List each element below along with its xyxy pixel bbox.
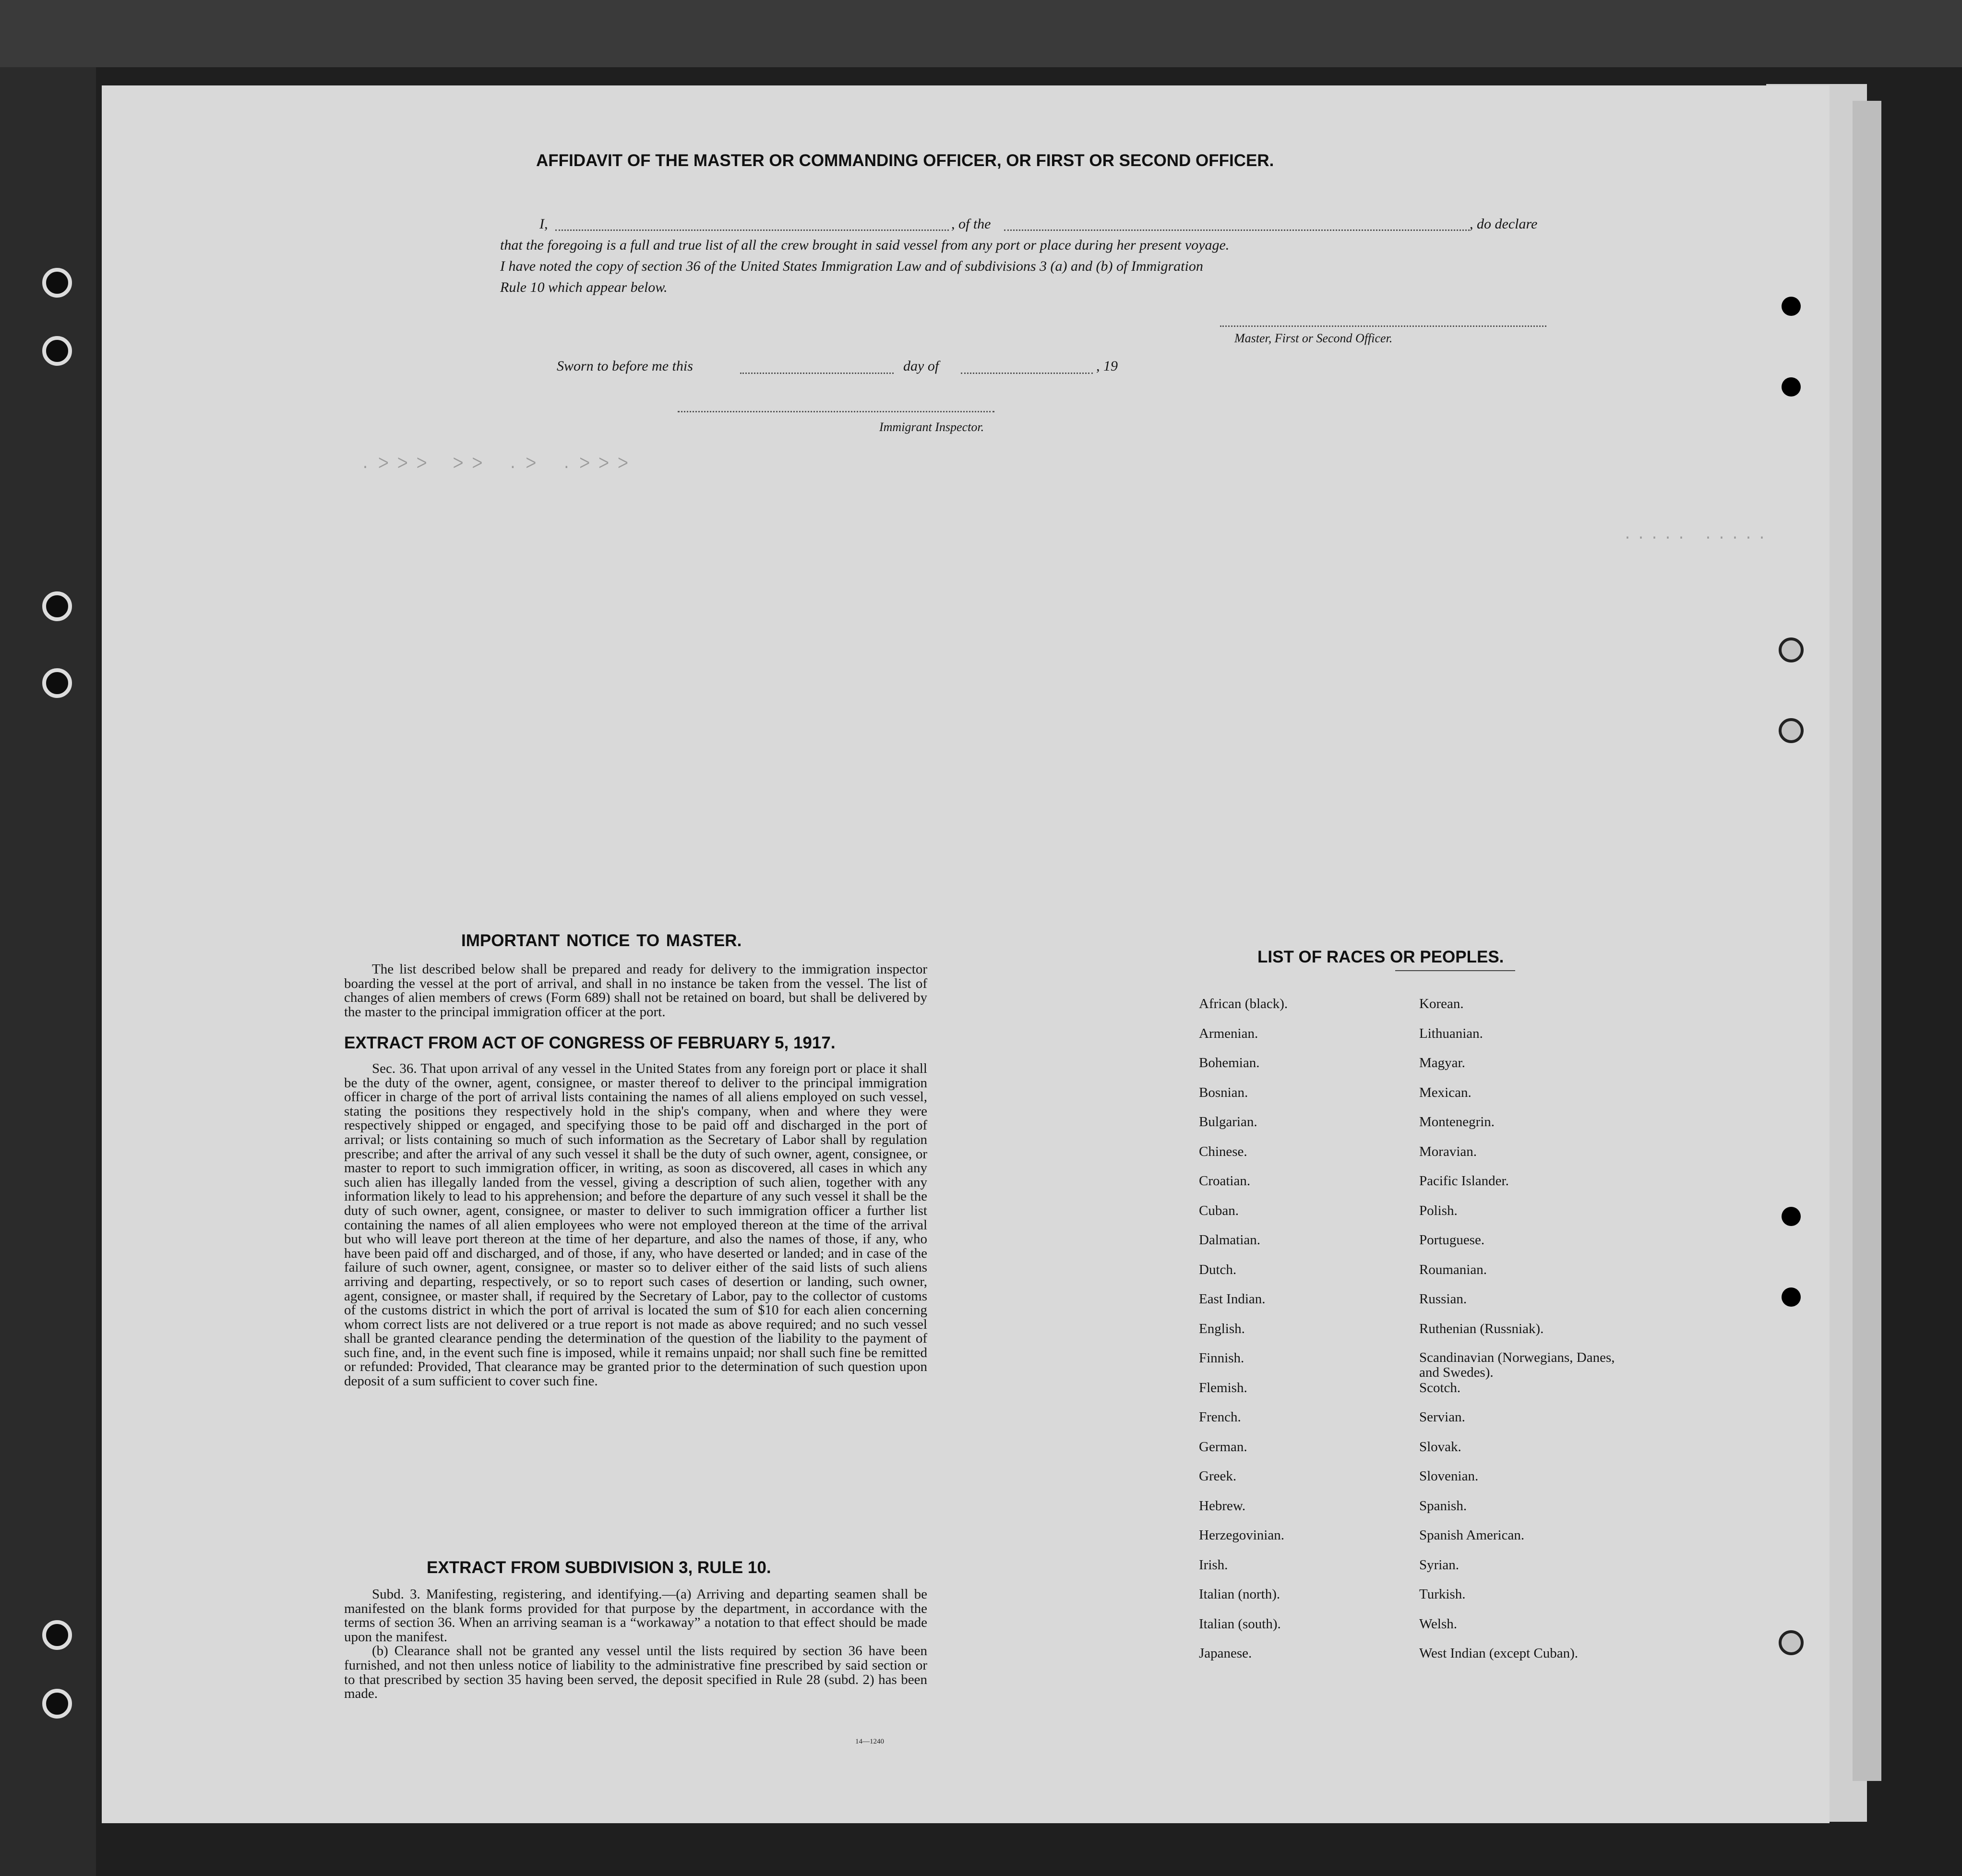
extract-rule-title: EXTRACT FROM SUBDIVISION 3, RULE 10.: [427, 1558, 771, 1577]
race-item: Pacific Islander.: [1419, 1173, 1509, 1189]
sworn-month-blank: [961, 373, 1093, 374]
extract-act-text: Sec. 36. That upon arrival of any vessel in the United States from any foreign port or place it shall be the duty of the owner, agent, consignee, or master thereof to deliver to the principal immigration officer in charge of the port of arrival lists containing the names of all aliens employed on such vessel, stating the positions they respectively hold in the ship's company, when and where they were respectively shipped or engaged, and specifying those to be paid off and discharged in the port of arrival; or lists containing so much of such information as the Secretary of Labor shall by regulation prescribe; and after the arrival of any such vessel it shall be the duty of such owner, agent, consignee, or master to report to such immigration officer, in writing, as soon as discovered, all cases in which any such alien has illegally landed from the vessel, giving a description of such alien, together with any information likely to lead to his apprehension; and before the departure of any such vessel it shall be the duty of such owner, agent, consignee, or master to deliver to such immigration officer a further list containing the names of all alien employees who were not employed thereon at the time of the arrival but who will leave port thereon at the time of her departure, and also the names of those, if any, who have been paid off and discharged, and of those, if any, who have deserted or landed; and in case of the failure of such owner, agent, consignee, or master so to deliver either of the said lists of such aliens arriving and departing, respectively, or so to report such cases of desertion or landing, such owner, agent, consignee, or master shall, if required by the Secretary of Labor, pay to the collector of customs of the customs district in which the port of arrival is located the sum of $10 for each alien concerning whom correct lists are not delivered or a true report is not made as above required; and no such vessel shall be granted clearance pending the determination of the question of the liability to the payment of such fine, and, in the event such fine is imposed, while it remains unpaid; nor shall such fine be remitted or refunded: Provided, That clearance may be granted prior to the determination of such question upon deposit of a sum sufficient to cover such fine.: [344, 1061, 927, 1389]
race-item: Dalmatian.: [1199, 1232, 1261, 1248]
day-of-label: day of: [903, 358, 939, 374]
race-item: Korean.: [1419, 996, 1464, 1011]
race-item: Chinese.: [1199, 1143, 1247, 1159]
race-item: Turkish.: [1419, 1587, 1466, 1602]
race-item: Cuban.: [1199, 1203, 1239, 1218]
race-item: Hebrew.: [1199, 1498, 1246, 1514]
punch-hole: [1779, 1630, 1804, 1655]
year-label: , 19: [1096, 358, 1118, 374]
bleed-through-text: ..... .....: [1623, 527, 1771, 543]
races-column-1: [1199, 996, 1410, 1675]
extract-rule-block: [344, 1587, 927, 1701]
vessel-blank-line: [1004, 229, 1470, 231]
underlying-sheet-edge: [1853, 101, 1881, 1781]
affidavit-line-4: Rule 10 which appear below.: [500, 279, 668, 295]
race-item: Greek.: [1199, 1468, 1237, 1484]
punch-hole: [1782, 377, 1801, 397]
affidavit-line-3: I have noted the copy of section 36 of the United States Immigration Law and of subdivisions 3 (a) and (b) of Immigration: [500, 258, 1203, 274]
binder-hole: [42, 668, 72, 698]
race-item: Servian.: [1419, 1409, 1465, 1425]
race-item: Flemish.: [1199, 1380, 1247, 1395]
race-item: Bosnian.: [1199, 1084, 1248, 1100]
race-item: Herzegovinian.: [1199, 1527, 1284, 1543]
binder-strip: [0, 67, 96, 1876]
race-item: Moravian.: [1419, 1143, 1477, 1159]
punch-hole: [1782, 1287, 1801, 1307]
race-item: Armenian.: [1199, 1025, 1258, 1041]
extract-act-block: [344, 1062, 927, 1389]
binder-hole: [42, 268, 72, 298]
race-item: Croatian.: [1199, 1173, 1251, 1189]
affidavit-declare-label: , do declare: [1470, 216, 1538, 232]
binder-hole: [42, 1620, 72, 1650]
race-item: Ruthenian (Russniak).: [1419, 1321, 1544, 1336]
race-item: Mexican.: [1419, 1084, 1472, 1100]
manifest-page: [102, 85, 1830, 1823]
race-item: Spanish.: [1419, 1498, 1467, 1514]
races-title: LIST OF RACES OR PEOPLES.: [1257, 948, 1504, 966]
race-item: Syrian.: [1419, 1557, 1459, 1573]
race-item: French.: [1199, 1409, 1241, 1425]
punch-hole: [1779, 718, 1804, 743]
scan-background-top: [0, 0, 1962, 67]
race-item: West Indian (except Cuban).: [1419, 1646, 1579, 1661]
race-item: Magyar.: [1419, 1055, 1465, 1070]
affidavit-line-2: that the foregoing is a full and true list of all the crew brought in said vessel from any port or place during her present voyage.: [500, 237, 1230, 253]
race-item: Italian (north).: [1199, 1587, 1280, 1602]
extract-act-title: EXTRACT FROM ACT OF CONGRESS OF FEBRUARY 5, 1917.: [344, 1034, 836, 1052]
race-item: Polish.: [1419, 1203, 1458, 1218]
race-item: Scotch.: [1419, 1380, 1461, 1395]
race-item: Portuguese.: [1419, 1232, 1485, 1248]
punch-hole: [1782, 1207, 1801, 1226]
bleed-through-text: .ᐳᐳᐳ ᐳᐳ .ᐳ .ᐳᐳᐳ: [361, 457, 637, 473]
binder-hole: [42, 336, 72, 366]
notice-text-block: [344, 962, 927, 1019]
punch-hole: [1779, 637, 1804, 662]
inspector-signature-line: [678, 411, 994, 412]
affidavit-i-label: I,: [539, 216, 548, 232]
notice-text: The list described below shall be prepared and ready for delivery to the immigration inspector boarding the vessel at the port of arrival, and shall in no instance be taken from the vessel. The list of changes of alien members of crews (Form 689) shall not be retained on board, but shall be delivered by the master to the principal immigration officer at the port.: [344, 962, 927, 1020]
inspector-signature-label: Immigrant Inspector.: [879, 420, 984, 434]
races-column-2: [1419, 996, 1638, 1675]
race-item: Irish.: [1199, 1557, 1228, 1573]
master-signature-label: Master, First or Second Officer.: [1234, 331, 1393, 345]
race-item: Bohemian.: [1199, 1055, 1260, 1070]
race-item: Russian.: [1419, 1291, 1467, 1307]
race-item: Japanese.: [1199, 1646, 1252, 1661]
affidavit-of-the-label: , of the: [951, 216, 991, 232]
binder-hole: [42, 591, 72, 621]
extract-rule-para-a: Subd. 3. Manifesting, registering, and identifying.—(a) Arriving and departing seamen shall be manifested on the blank forms provided for that purpose by the department, in accordance with the terms of section 36. When an arriving seaman is a “workaway” a notation to that effect should be made upon the manifest.: [344, 1587, 927, 1645]
binder-hole: [42, 1689, 72, 1719]
name-blank-line: [555, 229, 949, 231]
race-item: Slovenian.: [1419, 1468, 1479, 1484]
race-item: African (black).: [1199, 996, 1288, 1011]
race-item: Slovak.: [1419, 1439, 1461, 1455]
race-item: Italian (south).: [1199, 1616, 1281, 1632]
race-item: East Indian.: [1199, 1291, 1266, 1307]
race-item: Finnish.: [1199, 1350, 1244, 1366]
race-item: Scandinavian (Norwegians, Danes, and Swedes).: [1419, 1350, 1615, 1380]
master-signature-line: [1220, 325, 1546, 327]
race-item: Bulgarian.: [1199, 1114, 1257, 1130]
race-item: Lithuanian.: [1419, 1025, 1483, 1041]
race-item: Dutch.: [1199, 1262, 1237, 1277]
race-item: Roumanian.: [1419, 1262, 1487, 1277]
extract-rule-para-b: (b) Clearance shall not be granted any vessel until the lists required by section 36 have been furnished, and not then unless notice of liability to the administrative fine prescribed by said section or to that prescribed by section 35 having been served, the deposit specified in Rule 28 (subd. 2) has been made.: [344, 1643, 927, 1702]
sworn-day-blank: [740, 373, 894, 374]
race-item: Spanish American.: [1419, 1527, 1525, 1543]
punch-hole: [1782, 297, 1801, 316]
affidavit-title: AFFIDAVIT OF THE MASTER OR COMMANDING OFFICER, OR FIRST OR SECOND OFFICER.: [536, 151, 1274, 170]
notice-title: IMPORTANT NOTICE TO MASTER.: [461, 931, 742, 950]
races-title-rule: [1395, 970, 1515, 971]
race-item: Welsh.: [1419, 1616, 1458, 1632]
form-number: 14—1240: [855, 1738, 884, 1745]
race-item: English.: [1199, 1321, 1245, 1336]
race-item: German.: [1199, 1439, 1247, 1455]
race-item: Montenegrin.: [1419, 1114, 1495, 1130]
sworn-label: Sworn to before me this: [557, 358, 693, 374]
